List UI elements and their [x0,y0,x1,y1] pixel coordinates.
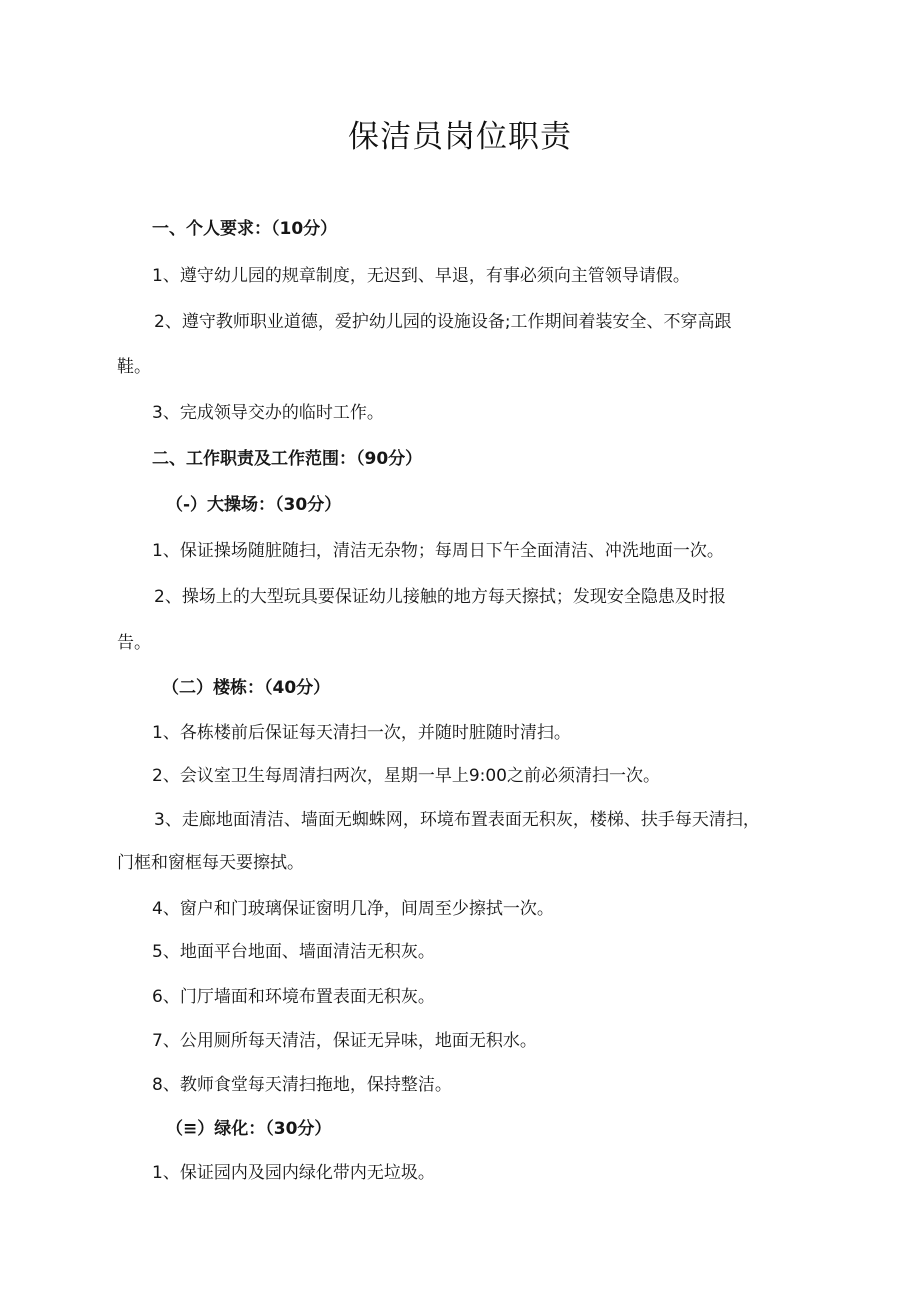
list-item-continuation: 告。 [117,633,151,653]
page-title: 保洁员岗位职责 [348,119,572,155]
list-item: 1、遵守幼儿园的规章制度，无迟到、早退，有事必须向主管领导请假。 [152,266,690,286]
list-item: 2、操场上的大型玩具要保证幼儿接触的地方每天擦拭；发现安全隐患及时报 [154,587,726,607]
list-item: 2、会议室卫生每周清扫两次，星期一早上9:00之前必须清扫一次。 [152,766,660,786]
subsection-heading-greening: （≡）绿化：（30分） [166,1119,332,1139]
list-item-continuation: 门框和窗框每天要擦拭。 [117,853,304,873]
list-item: 4、窗户和门玻璃保证窗明几净，间周至少擦拭一次。 [152,899,554,919]
list-item: 3、完成领导交办的临时工作。 [152,403,384,423]
list-item: 5、地面平台地面、墙面清洁无积灰。 [152,942,435,962]
subsection-heading-playground: （-）大操场：（30分） [166,495,342,515]
list-item: 3、走廊地面清洁、墙面无蜘蛛网，环境布置表面无积灰，楼梯、扶手每天清扫， [154,810,760,830]
section-heading-duties-scope: 二、工作职责及工作范围：（90分） [152,449,423,469]
list-item-continuation: 鞋。 [117,357,151,377]
list-item: 2、遵守教师职业道德，爱护幼儿园的设施设备;工作期间着装安全、不穿高跟 [154,312,732,332]
list-item: 8、教师食堂每天清扫拖地，保持整洁。 [152,1075,452,1095]
list-item: 6、门厅墙面和环境布置表面无积灰。 [152,987,435,1007]
list-item: 1、各栋楼前后保证每天清扫一次，并随时脏随时清扫。 [152,723,571,743]
list-item: 1、保证园内及园内绿化带内无垃圾。 [152,1163,435,1183]
list-item: 7、公用厕所每天清洁，保证无异味，地面无积水。 [152,1031,537,1051]
subsection-heading-buildings: （二）楼栋：（40分） [162,678,331,698]
list-item: 1、保证操场随脏随扫，清洁无杂物；每周日下午全面清洁、冲洗地面一次。 [152,541,724,561]
section-heading-personal-requirements: 一、个人要求：（10分） [152,219,338,239]
